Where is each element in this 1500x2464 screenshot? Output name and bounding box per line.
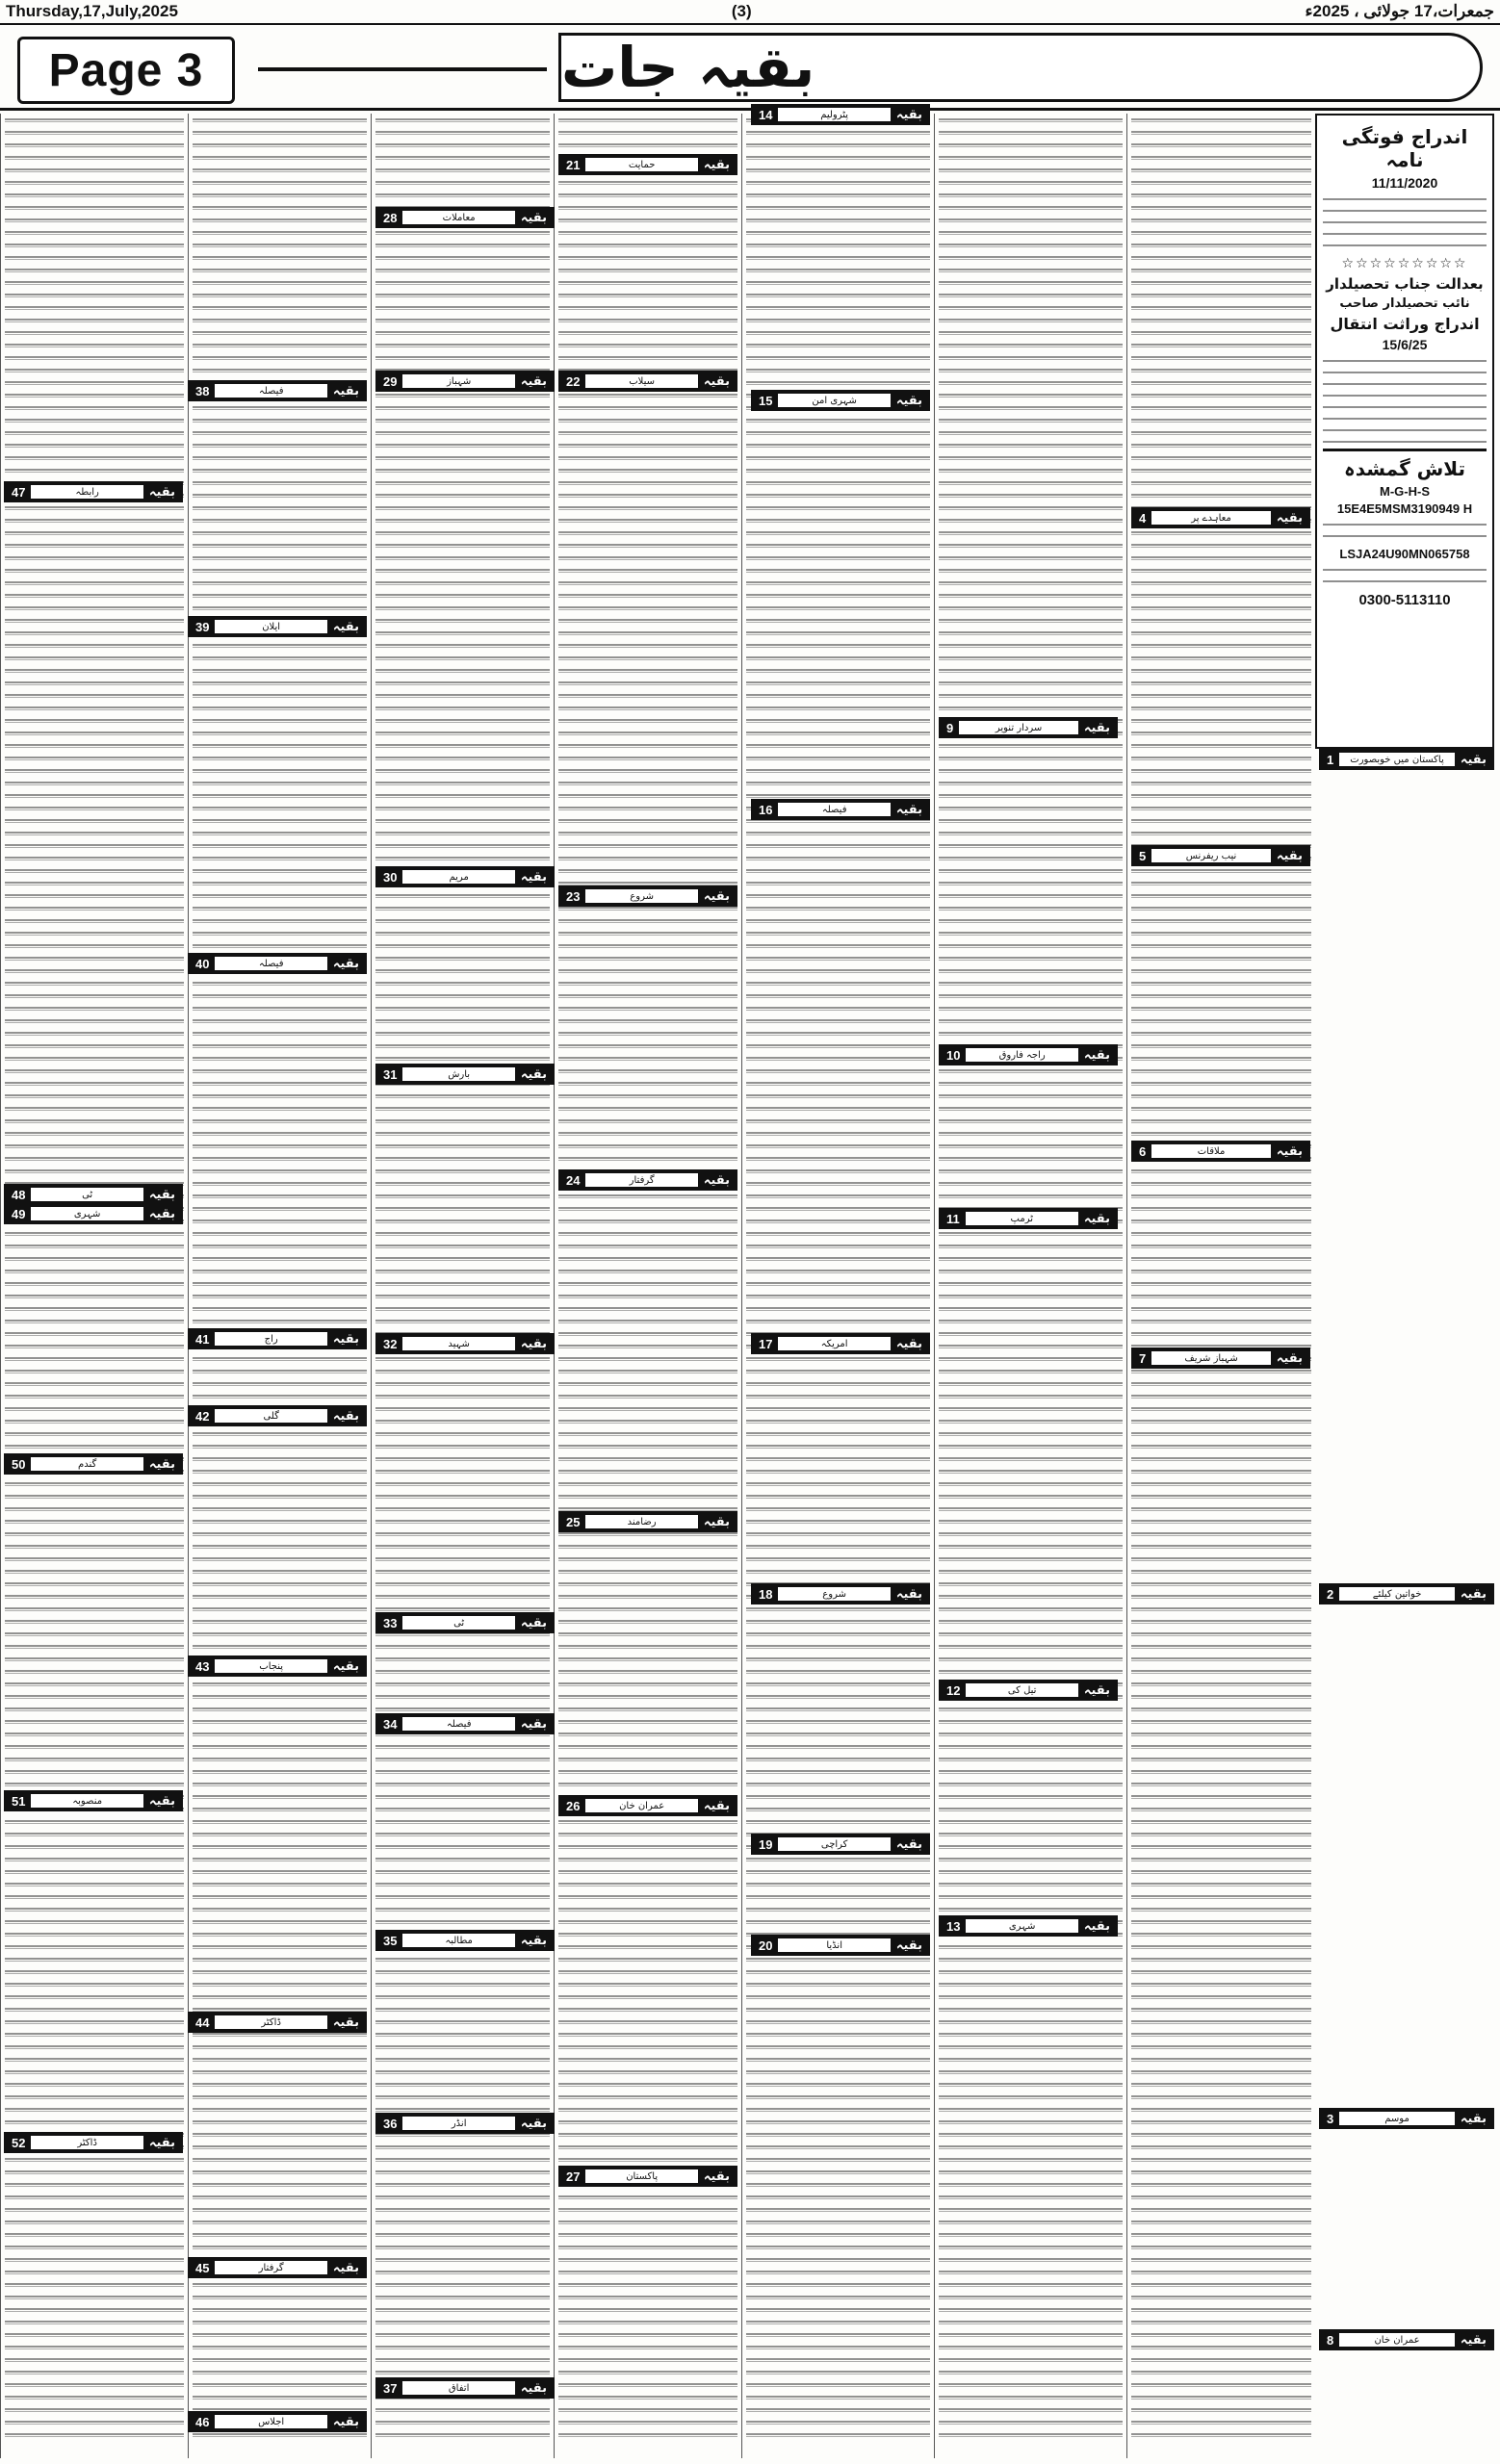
column-2: [188, 114, 371, 2458]
header-topic: راجہ فاروق: [966, 1048, 1077, 1062]
inheritance-date: 15/6/25: [1382, 337, 1428, 352]
lost-text: [1323, 520, 1487, 543]
header-number: 37: [383, 2380, 398, 2396]
header-label: بقیہ: [703, 157, 730, 172]
continuation-header: [1131, 1348, 1310, 1369]
header-number: 15: [759, 393, 773, 408]
continuation-header: [558, 1795, 737, 1816]
header-topic: شہری امن: [778, 394, 890, 407]
continuation-header: [558, 1511, 737, 1532]
header-topic: راج: [215, 1332, 326, 1346]
header-topic: پٹرولیم: [778, 108, 890, 121]
column-7: [1126, 114, 1315, 2458]
column-5: [741, 114, 934, 2458]
continuation-header: [188, 616, 367, 637]
masthead-rule: [258, 67, 547, 71]
header-topic: بارش: [402, 1067, 514, 1081]
header-label: بقیہ: [332, 383, 359, 398]
header-label: بقیہ: [1460, 752, 1487, 767]
header-topic: ڈاکٹر: [215, 2015, 326, 2029]
header-topic: گرفتار: [215, 2261, 326, 2274]
officer-line: نائب تحصیلدار صاحب: [1339, 296, 1470, 311]
header-number: 34: [383, 1716, 398, 1732]
registration-letters: M-G-H-S: [1380, 484, 1430, 499]
continuation-header: [939, 717, 1118, 738]
header-number: 32: [383, 1336, 398, 1351]
header-topic: پاکستان: [585, 2169, 697, 2183]
header-label: بقیہ: [895, 1586, 922, 1602]
header-label: بقیہ: [1083, 1918, 1110, 1934]
continuation-header: [375, 1930, 555, 1951]
header-number: 22: [566, 373, 581, 389]
header-label: بقیہ: [703, 888, 730, 904]
chassis-number: 15E4E5MSM3190949 H: [1336, 501, 1473, 516]
header-label: بقیہ: [520, 1933, 547, 1948]
header-number: 21: [566, 157, 581, 172]
header-label: بقیہ: [520, 1336, 547, 1351]
header-number: 30: [383, 869, 398, 885]
header-number: 29: [383, 373, 398, 389]
header-number: 2: [1327, 1586, 1334, 1602]
header-topic: شروع: [778, 1587, 890, 1601]
continuation-header: [1131, 1141, 1310, 1162]
continuation-header: [558, 371, 737, 392]
notice-stars: ☆☆☆☆☆☆☆☆☆: [1341, 256, 1468, 271]
header-label: بقیہ: [520, 2116, 547, 2131]
header-label: بقیہ: [148, 1206, 175, 1221]
header-topic: ملاقات: [1151, 1144, 1271, 1158]
continuation-header: [375, 1612, 555, 1633]
header-label: بقیہ: [520, 869, 547, 885]
header-label: بقیہ: [1460, 2332, 1487, 2348]
header-number: 43: [195, 1658, 210, 1674]
continuation-header: [188, 1328, 367, 1349]
header-topic: ٹی: [31, 1188, 142, 1201]
continuation-header: [1319, 2329, 1494, 2350]
header-label: بقیہ: [332, 1408, 359, 1424]
header-topic: رضامند: [585, 1515, 697, 1528]
header-number: 24: [566, 1172, 581, 1188]
urdu-date: جمعرات،17 جولائی ، 2025ء: [1305, 2, 1494, 20]
header-label: بقیہ: [332, 2015, 359, 2030]
header-number: 10: [946, 1047, 961, 1063]
header-number: 14: [759, 107, 773, 122]
notice-heading: اندراج فوتگی نامہ: [1341, 125, 1468, 171]
continuation-header: [188, 2411, 367, 2432]
inheritance-heading: اندراج وراثت انتقال: [1330, 315, 1480, 333]
header-label: بقیہ: [703, 1798, 730, 1813]
header-topic: حمایت: [585, 158, 697, 171]
continuation-header: [1131, 845, 1310, 866]
header-number: 33: [383, 1615, 398, 1630]
lost-text-2: [1323, 565, 1487, 588]
header-topic: سیلاب: [585, 374, 697, 388]
continuation-header: [751, 799, 930, 820]
header-number: 39: [195, 619, 210, 634]
header-label: بقیہ: [703, 373, 730, 389]
section-title: بقیہ جات: [558, 33, 1483, 102]
header-label: بقیہ: [332, 956, 359, 971]
header-number: 49: [12, 1206, 26, 1221]
header-topic: شہری: [966, 1919, 1077, 1933]
header-topic: فیصلہ: [215, 957, 326, 970]
header-topic: نیب ریفرنس: [1151, 849, 1271, 862]
header-label: بقیہ: [1276, 510, 1303, 526]
header-topic: امریکہ: [778, 1337, 890, 1350]
column-6: [934, 114, 1126, 2458]
header-label: بقیہ: [703, 2169, 730, 2184]
header-label: بقیہ: [332, 1331, 359, 1347]
inheritance-text: [1323, 356, 1487, 443]
classified-notice: [1315, 114, 1494, 749]
header-number: 48: [12, 1187, 26, 1202]
header-number: 19: [759, 1836, 773, 1852]
continuation-header: [188, 380, 367, 401]
continuation-header: [1319, 1583, 1494, 1604]
continuation-header: [1319, 2108, 1494, 2129]
header-number: 18: [759, 1586, 773, 1602]
continuation-header: [188, 1405, 367, 1426]
header-number: 44: [195, 2015, 210, 2030]
continuation-header: [188, 2012, 367, 2033]
header-topic: کراچی: [778, 1837, 890, 1851]
header-topic: خواتین کیلئے: [1339, 1587, 1455, 1601]
header-number: 27: [566, 2169, 581, 2184]
continuation-header: [4, 1203, 183, 1224]
header-number: 52: [12, 2135, 26, 2150]
header-topic: ایلان: [215, 620, 326, 633]
header-topic: شروع: [585, 889, 697, 903]
header-label: بقیہ: [332, 1658, 359, 1674]
header-topic: شہباز شریف: [1151, 1351, 1271, 1365]
notice-separator: [1323, 449, 1487, 451]
header-label: بقیہ: [1276, 848, 1303, 863]
continuation-header: [375, 2377, 555, 2399]
header-number: 50: [12, 1456, 26, 1472]
header-number: 6: [1139, 1143, 1147, 1159]
header-label: بقیہ: [148, 1793, 175, 1809]
header-topic: شہید: [402, 1337, 514, 1350]
header-label: بقیہ: [148, 2135, 175, 2150]
header-number: 9: [946, 720, 954, 735]
header-number: 45: [195, 2260, 210, 2275]
continuation-header: [751, 104, 930, 125]
continuation-header: [558, 886, 737, 907]
continuation-header: [4, 481, 183, 502]
header-topic: اتفاق: [402, 2381, 514, 2395]
header-topic: مریم: [402, 870, 514, 884]
continuation-header: [751, 1583, 930, 1604]
header-number: 51: [12, 1793, 26, 1809]
header-topic: موسم: [1339, 2112, 1455, 2125]
continuation-header: [1319, 749, 1494, 770]
header-label: بقیہ: [520, 1615, 547, 1630]
column-1: [0, 114, 188, 2458]
continuation-header: [939, 1915, 1118, 1937]
notice-text: [1323, 194, 1487, 252]
header-label: بقیہ: [895, 1836, 922, 1852]
continuation-header: [939, 1208, 1118, 1229]
continuation-header: [558, 2166, 737, 2187]
header-label: بقیہ: [895, 393, 922, 408]
header-number: 36: [383, 2116, 398, 2131]
header-number: 35: [383, 1933, 398, 1948]
continuation-header: [751, 1935, 930, 1956]
header-topic: پنجاب: [215, 1659, 326, 1673]
header-topic: سردار تنویر: [959, 721, 1078, 734]
header-topic: انڈیا: [778, 1938, 890, 1952]
header-label: بقیہ: [332, 619, 359, 634]
continuation-header: [939, 1044, 1118, 1065]
header-number: 47: [12, 484, 26, 500]
continuation-header: [751, 1333, 930, 1354]
header-topic: رابطہ: [31, 485, 142, 499]
header-topic: ٹرمپ: [966, 1212, 1078, 1225]
continuation-header: [188, 1656, 367, 1677]
header-topic: فیصلہ: [215, 384, 326, 398]
contact-phone: 0300-5113110: [1358, 592, 1451, 608]
header-topic: منصوبہ: [31, 1794, 142, 1808]
continuation-header: [751, 390, 930, 411]
header-label: بقیہ: [895, 802, 922, 817]
header-number: 16: [759, 802, 773, 817]
header-label: بقیہ: [520, 1716, 547, 1732]
header-label: بقیہ: [1276, 1350, 1303, 1366]
header-topic: معاملات: [402, 211, 514, 224]
header-topic: مطالبہ: [402, 1934, 514, 1947]
continuation-header: [188, 2257, 367, 2278]
continuation-header: [375, 1064, 555, 1085]
header-number: 8: [1327, 2332, 1334, 2348]
continuation-header: [375, 207, 555, 228]
header-topic: ٹی: [402, 1616, 514, 1630]
header-topic: شہباز: [402, 374, 514, 388]
header-label: بقیہ: [332, 2260, 359, 2275]
continuation-header: [558, 154, 737, 175]
page-label: Page 3: [17, 37, 235, 104]
header-topic: عمران خان: [585, 1799, 697, 1812]
header-number: 12: [946, 1682, 961, 1698]
continuation-header: [939, 1680, 1118, 1701]
header-label: بقیہ: [148, 484, 175, 500]
date-strip: [0, 0, 1500, 25]
header-label: بقیہ: [148, 1456, 175, 1472]
header-topic: گندم: [31, 1457, 142, 1471]
header-number: 20: [759, 1938, 773, 1953]
header-topic: گرفتار: [585, 1173, 697, 1187]
header-label: بقیہ: [1460, 1586, 1487, 1602]
header-number: 4: [1139, 510, 1147, 526]
court-line: بعدالت جناب تحصیلدار: [1326, 275, 1484, 293]
continuation-header: [188, 953, 367, 974]
header-number: 17: [759, 1336, 773, 1351]
header-label: بقیہ: [520, 2380, 547, 2396]
continuation-header: [4, 2132, 183, 2153]
header-number: 46: [195, 2414, 210, 2429]
continuation-header: [4, 1453, 183, 1475]
column-3: [371, 114, 554, 2458]
header-number: 28: [383, 210, 398, 225]
header-number: 42: [195, 1408, 210, 1424]
notice-date: 11/11/2020: [1371, 175, 1438, 191]
header-topic: گلی: [215, 1409, 326, 1423]
header-number: 1: [1327, 752, 1334, 767]
header-number: 26: [566, 1798, 581, 1813]
header-topic: شہری: [31, 1207, 142, 1220]
continuation-header: [4, 1790, 183, 1811]
header-label: بقیہ: [520, 373, 547, 389]
header-label: بقیہ: [520, 1066, 547, 1082]
header-label: بقیہ: [1460, 2111, 1487, 2126]
masthead-divider: [0, 108, 1500, 111]
header-number: 38: [195, 383, 210, 398]
header-number: 31: [383, 1066, 398, 1082]
header-label: بقیہ: [895, 1938, 922, 1953]
continuation-header: [751, 1834, 930, 1855]
header-label: بقیہ: [148, 1187, 175, 1202]
header-number: 11: [946, 1211, 960, 1226]
header-label: بقیہ: [703, 1514, 730, 1529]
continuation-header: [4, 1184, 183, 1205]
header-topic: اجلاس: [215, 2415, 326, 2428]
continuation-header: [558, 1169, 737, 1191]
lost-heading: تلاش گمشدہ: [1344, 457, 1465, 480]
header-number: 40: [195, 956, 210, 971]
header-number: 3: [1327, 2111, 1334, 2126]
header-label: بقیہ: [895, 107, 922, 122]
continuation-header: [375, 866, 555, 887]
page-number: (3): [731, 2, 752, 20]
header-topic: فیصلہ: [778, 803, 890, 816]
continuation-header: [375, 371, 555, 392]
header-label: بقیہ: [703, 1172, 730, 1188]
header-label: بقیہ: [1083, 1682, 1110, 1698]
continuation-header: [375, 1713, 555, 1734]
column-4: [554, 114, 741, 2458]
header-label: بقیہ: [1083, 1047, 1110, 1063]
header-label: بقیہ: [1083, 720, 1110, 735]
header-topic: فیصلہ: [402, 1717, 514, 1731]
header-label: بقیہ: [332, 2414, 359, 2429]
header-number: 23: [566, 888, 581, 904]
header-number: 25: [566, 1514, 581, 1529]
header-label: بقیہ: [520, 210, 547, 225]
continuation-header: [1131, 507, 1310, 528]
continuation-header: [375, 1333, 555, 1354]
english-date: Thursday,17,July,2025: [6, 2, 178, 20]
header-topic: معاہدے پر: [1151, 511, 1271, 525]
header-number: 41: [195, 1331, 210, 1347]
header-number: 5: [1139, 848, 1147, 863]
header-label: بقیہ: [895, 1336, 922, 1351]
header-topic: عمران خان: [1339, 2333, 1455, 2347]
header-number: 7: [1139, 1350, 1147, 1366]
header-number: 13: [946, 1918, 961, 1934]
header-topic: تیل کی: [966, 1683, 1077, 1697]
masthead: [0, 29, 1500, 106]
header-label: بقیہ: [1083, 1211, 1110, 1226]
header-topic: ڈاکٹر: [31, 2136, 142, 2149]
header-topic: انڈر: [402, 2117, 514, 2130]
header-topic: پاکستان میں خوبصورت: [1339, 753, 1455, 766]
engine-number: LSJA24U90MN065758: [1339, 547, 1470, 561]
header-label: بقیہ: [1276, 1143, 1303, 1159]
continuation-header: [375, 2113, 555, 2134]
